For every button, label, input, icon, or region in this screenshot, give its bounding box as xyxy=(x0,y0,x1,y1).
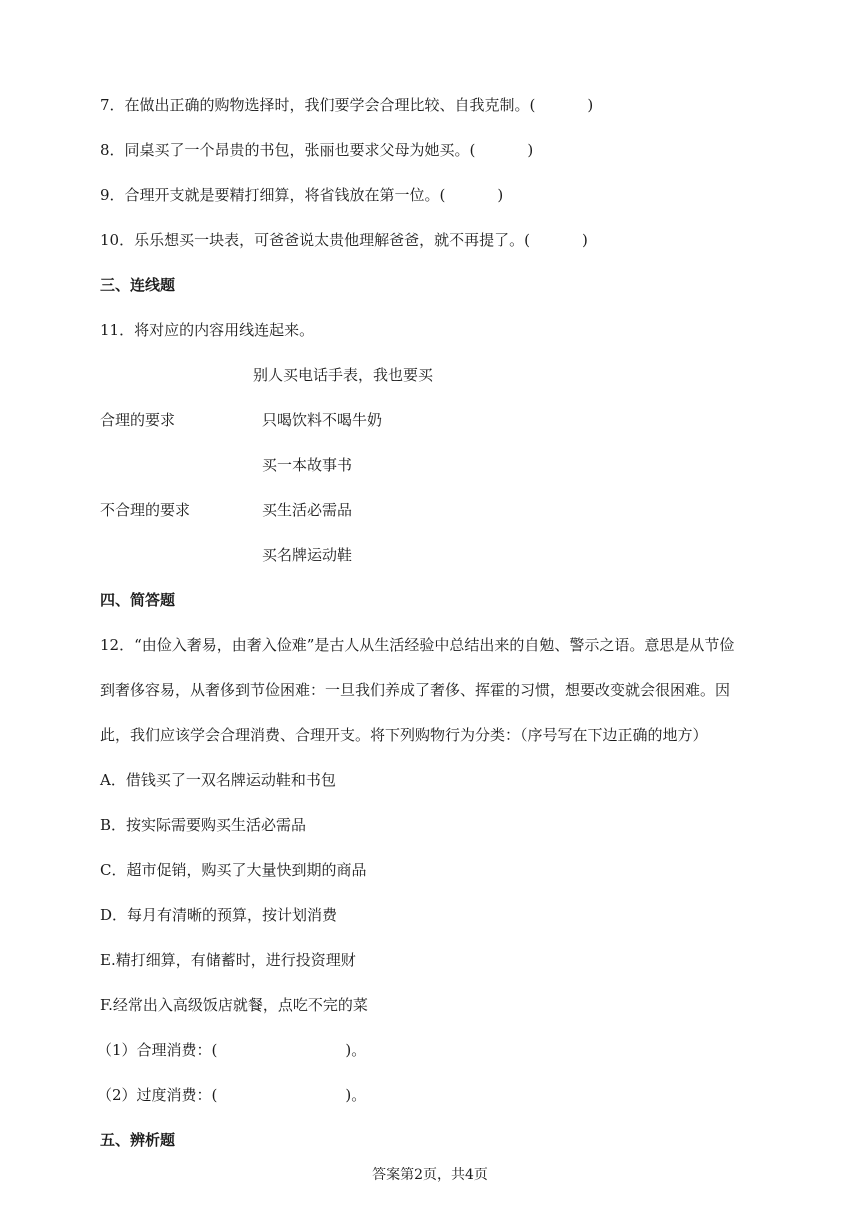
match-left-1[interactable]: 合理的要求 xyxy=(100,411,176,429)
section-heading-short-answer: 四、简答题 xyxy=(100,591,176,609)
section-heading-analysis: 五、辨析题 xyxy=(100,1131,176,1149)
option-e: E.精打细算，有储蓄时，进行投资理财 xyxy=(100,951,356,969)
question-12-line-3: 此，我们应该学会合理消费、合理开支。将下列购物行为分类：（序号写在下边正确的地方） xyxy=(100,726,708,744)
question-12-line-1: 12．“由俭入奢易，由奢入俭难”是古人从生活经验中总结出来的自勉、警示之语。意思是从节俭 xyxy=(100,636,735,654)
answer-reasonable xyxy=(97,1040,366,1060)
close-paren: ) xyxy=(587,96,594,114)
answer-label: （1）合理消费：( xyxy=(97,1041,218,1059)
match-right-5[interactable]: 买名牌运动鞋 xyxy=(262,546,353,564)
question-text: 7．在做出正确的购物选择时，我们要学会合理比较、自我克制。( xyxy=(100,96,536,114)
match-right-2[interactable]: 只喝饮料不喝牛奶 xyxy=(262,411,383,429)
tf-question-10 xyxy=(100,230,588,250)
answer-excessive xyxy=(97,1085,366,1105)
section-heading-matching: 三、连线题 xyxy=(100,276,176,294)
question-12-line-2: 到奢侈容易，从奢侈到节俭困难：一旦我们养成了奢侈、挥霍的习惯，想要改变就会很困难。因 xyxy=(100,681,731,699)
option-c: C．超市促销，购买了大量快到期的商品 xyxy=(100,861,367,879)
question-text: 9．合理开支就是要精打细算，将省钱放在第一位。( xyxy=(100,186,446,204)
match-right-4[interactable]: 买生活必需品 xyxy=(262,501,353,519)
match-right-3[interactable]: 买一本故事书 xyxy=(262,456,353,474)
question-11: 11．将对应的内容用线连起来。 xyxy=(100,321,315,339)
question-text: 10．乐乐想买一块表，可爸爸说太贵他理解爸爸，就不再提了。( xyxy=(100,231,530,249)
answer-label: （2）过度消费：( xyxy=(97,1086,218,1104)
option-d: D．每月有清晰的预算，按计划消费 xyxy=(100,906,338,924)
close-paren: )。 xyxy=(345,1041,367,1059)
question-text: 8．同桌买了一个昂贵的书包，张丽也要求父母为她买。( xyxy=(100,141,476,159)
tf-question-7 xyxy=(100,95,593,115)
match-right-1[interactable]: 别人买电话手表，我也要买 xyxy=(253,366,434,384)
tf-question-8 xyxy=(100,140,533,160)
match-left-2[interactable]: 不合理的要求 xyxy=(100,501,191,519)
close-paren: )。 xyxy=(345,1086,367,1104)
option-a: A．借钱买了一双名牌运动鞋和书包 xyxy=(100,771,336,789)
page-footer: 答案第2页，共4页 xyxy=(372,1167,488,1183)
tf-question-9 xyxy=(100,185,503,205)
option-f: F.经常出入高级饭店就餐，点吃不完的菜 xyxy=(100,996,368,1014)
close-paren: ) xyxy=(527,141,534,159)
option-b: B．按实际需要购买生活必需品 xyxy=(100,816,307,834)
close-paren: ) xyxy=(581,231,588,249)
close-paren: ) xyxy=(497,186,504,204)
